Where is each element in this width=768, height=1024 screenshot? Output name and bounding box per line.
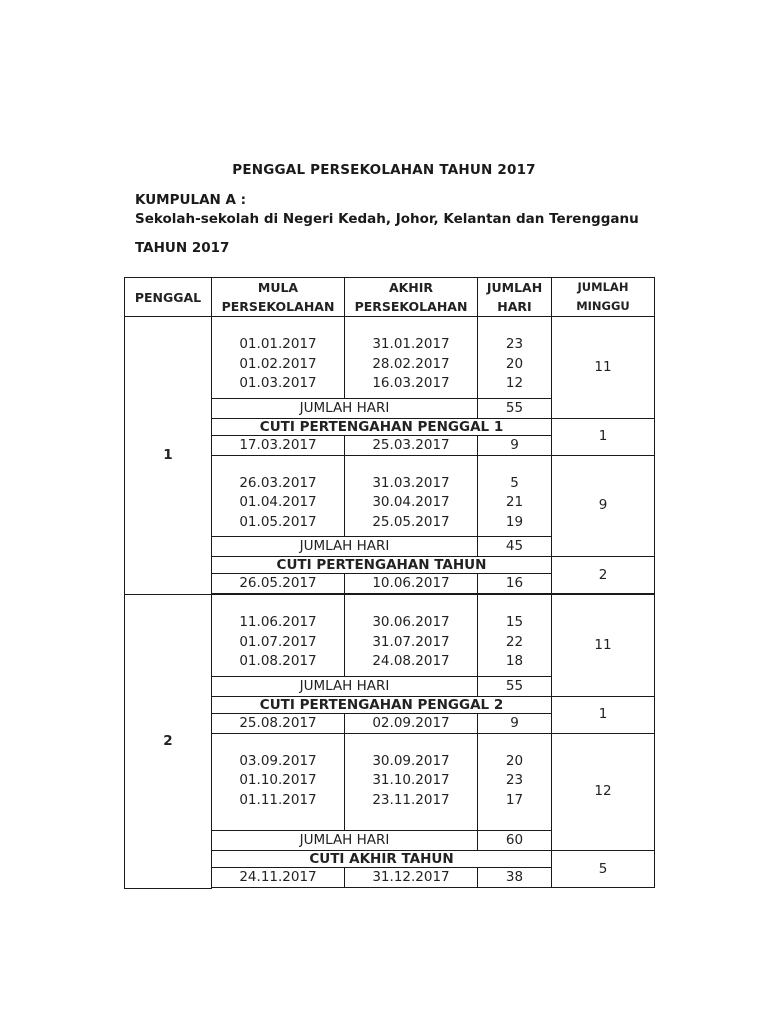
date-end: 25.05.2017 bbox=[372, 513, 450, 530]
header-mula-line2: PERSEKOLAHAN bbox=[221, 299, 335, 314]
day-count: 38 bbox=[478, 868, 552, 888]
term-1-block-1-days-cell bbox=[478, 317, 552, 399]
term-2-block-2-start-cell bbox=[212, 733, 345, 831]
day-count: 18 bbox=[505, 653, 524, 669]
date-end: 31.03.2017 bbox=[372, 474, 450, 491]
date-start: 01.10.2017 bbox=[239, 772, 317, 788]
date-end: 23.11.2017 bbox=[372, 791, 450, 808]
date-end: 30.06.2017 bbox=[372, 614, 450, 630]
week-count: 11 bbox=[552, 317, 655, 419]
header-row bbox=[125, 278, 655, 317]
date-start: 01.02.2017 bbox=[239, 355, 317, 372]
week-count: 9 bbox=[552, 455, 655, 557]
date-end: 31.07.2017 bbox=[372, 633, 450, 650]
day-count: 16 bbox=[478, 574, 552, 594]
date-start: 01.01.2017 bbox=[239, 336, 317, 352]
day-count: 17 bbox=[505, 791, 524, 808]
holiday-title: CUTI AKHIR TAHUN bbox=[212, 851, 552, 868]
term-1-block-1-start-cell bbox=[212, 317, 345, 399]
header-jumlah-minggu bbox=[552, 278, 655, 317]
day-count: 12 bbox=[505, 375, 524, 391]
date-end: 02.09.2017 bbox=[345, 713, 478, 733]
date-start: 01.04.2017 bbox=[239, 494, 317, 510]
week-count: 2 bbox=[552, 557, 655, 594]
document-title: PENGGAL PERSEKOLAHAN TAHUN 2017 bbox=[232, 162, 536, 178]
term-2-block-1-days-cell bbox=[478, 595, 552, 677]
date-end: 28.02.2017 bbox=[372, 355, 450, 372]
term-1-block-1 bbox=[125, 317, 655, 399]
jumlah-hari-label: JUMLAH HARI bbox=[212, 537, 478, 557]
day-count: 20 bbox=[505, 752, 524, 769]
week-count: 12 bbox=[552, 733, 655, 851]
day-count: 15 bbox=[505, 614, 524, 630]
date-start: 01.08.2017 bbox=[239, 653, 317, 669]
day-count: 5 bbox=[510, 474, 519, 491]
day-count: 19 bbox=[505, 513, 524, 530]
header-akhir-line2: PERSEKOLAHAN bbox=[354, 299, 468, 314]
holiday-title: CUTI PERTENGAHAN PENGGAL 2 bbox=[212, 696, 552, 713]
date-start: 11.06.2017 bbox=[239, 614, 317, 630]
day-count: 9 bbox=[478, 435, 552, 455]
group-label: KUMPULAN A : bbox=[135, 192, 247, 208]
date-end: 24.08.2017 bbox=[372, 653, 450, 669]
header-jumlah-hari bbox=[478, 278, 552, 317]
term-1-label: 1 bbox=[125, 317, 212, 595]
day-count: 21 bbox=[505, 494, 524, 510]
date-start: 26.03.2017 bbox=[239, 474, 317, 491]
date-start: 25.08.2017 bbox=[212, 713, 345, 733]
jumlah-hari-value: 55 bbox=[478, 676, 552, 696]
holiday-title: CUTI PERTENGAHAN TAHUN bbox=[212, 557, 552, 574]
date-end: 16.03.2017 bbox=[372, 375, 450, 391]
date-end: 25.03.2017 bbox=[345, 435, 478, 455]
date-start: 17.03.2017 bbox=[212, 435, 345, 455]
header-akhir bbox=[345, 278, 478, 317]
date-start: 24.11.2017 bbox=[212, 868, 345, 888]
term-2-block-1-end-cell bbox=[345, 595, 478, 677]
header-jumlah-hari-line2: HARI bbox=[497, 299, 532, 314]
spacer-cell bbox=[212, 888, 655, 889]
term-1-block-1-end-cell bbox=[345, 317, 478, 399]
term-1-block-2-start-cell bbox=[212, 455, 345, 537]
week-count: 11 bbox=[552, 595, 655, 697]
term-2-block-2-days-cell bbox=[478, 733, 552, 831]
header-akhir-line1: AKHIR bbox=[388, 280, 434, 295]
school-term-table bbox=[124, 277, 655, 889]
jumlah-hari-value: 45 bbox=[478, 537, 552, 557]
date-start: 03.09.2017 bbox=[239, 752, 317, 769]
date-end: 31.12.2017 bbox=[345, 868, 478, 888]
term-2-label: 2 bbox=[125, 595, 212, 889]
date-start: 01.05.2017 bbox=[239, 513, 317, 530]
jumlah-hari-label: JUMLAH HARI bbox=[212, 831, 478, 851]
date-end: 31.01.2017 bbox=[372, 336, 450, 352]
week-count: 1 bbox=[552, 418, 655, 455]
date-end: 30.04.2017 bbox=[372, 494, 450, 510]
term-1-block-2-days-cell bbox=[478, 455, 552, 537]
date-end: 10.06.2017 bbox=[345, 574, 478, 594]
term-1-block-2-end-cell bbox=[345, 455, 478, 537]
year-label: TAHUN 2017 bbox=[135, 240, 230, 256]
date-start: 01.11.2017 bbox=[239, 791, 317, 808]
header-mula-line1: MULA bbox=[257, 280, 299, 295]
header-jumlah-minggu-line1: JUMLAH bbox=[577, 280, 629, 294]
date-start: 01.03.2017 bbox=[239, 375, 317, 391]
header-jumlah-hari-line1: JUMLAH bbox=[486, 280, 543, 295]
jumlah-hari-value: 55 bbox=[478, 398, 552, 418]
header-penggal: PENGGAL bbox=[125, 278, 212, 317]
day-count: 23 bbox=[505, 772, 524, 788]
group-description: Sekolah-sekolah di Negeri Kedah, Johor, Kelantan dan Terengganu bbox=[135, 211, 639, 227]
header-mula bbox=[212, 278, 345, 317]
week-count: 1 bbox=[552, 696, 655, 733]
holiday-title: CUTI PERTENGAHAN PENGGAL 1 bbox=[212, 418, 552, 435]
term-2-block-2-end-cell bbox=[345, 733, 478, 831]
day-count: 23 bbox=[505, 336, 524, 352]
day-count: 20 bbox=[505, 355, 524, 372]
date-end: 31.10.2017 bbox=[372, 772, 450, 788]
term-2-block-1-start-cell bbox=[212, 595, 345, 677]
header-jumlah-minggu-line2: MINGGU bbox=[576, 299, 630, 313]
date-start: 26.05.2017 bbox=[212, 574, 345, 594]
day-count: 9 bbox=[478, 713, 552, 733]
term-2-block-1 bbox=[125, 595, 655, 677]
date-start: 01.07.2017 bbox=[239, 633, 317, 650]
jumlah-hari-label: JUMLAH HARI bbox=[212, 398, 478, 418]
day-count: 22 bbox=[505, 633, 524, 650]
jumlah-hari-value: 60 bbox=[478, 831, 552, 851]
week-count: 5 bbox=[552, 851, 655, 888]
jumlah-hari-label: JUMLAH HARI bbox=[212, 676, 478, 696]
date-end: 30.09.2017 bbox=[372, 752, 450, 769]
